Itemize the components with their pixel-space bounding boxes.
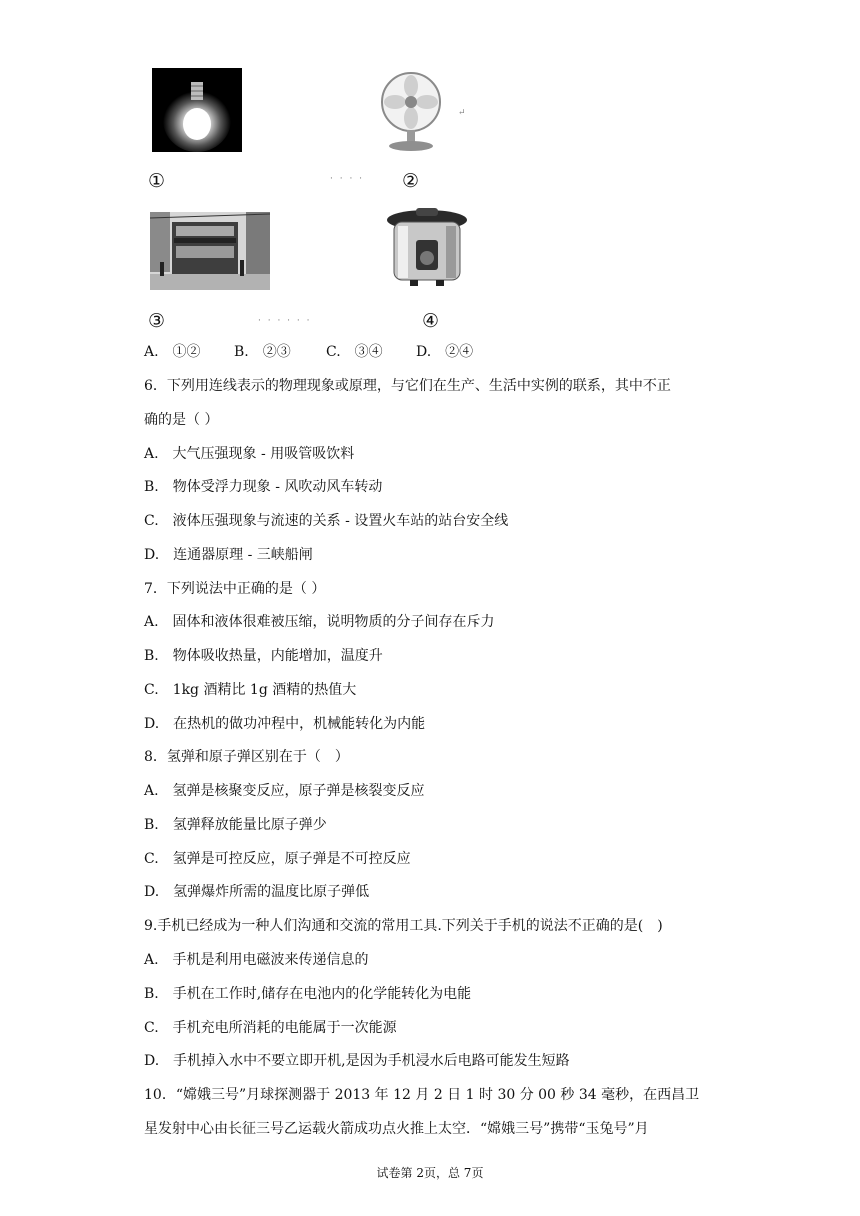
q7-option-a[interactable]: A. 固体和液体很难被压缩，说明物质的分子间存在斥力	[144, 614, 495, 630]
q7-option-d[interactable]: D. 在热机的做功冲程中，机械能转化为内能	[144, 716, 426, 732]
q10-line1: 10．“嫦娥三号”月球探测器于 2013 年 12 月 2 日 1 时 30 分 00 秒 34 毫秒，在西昌卫	[144, 1087, 700, 1103]
q8-option-d[interactable]: D. 氢弹爆炸所需的温度比原子弹低	[144, 884, 370, 900]
q5-option-b[interactable]: B. ②③	[234, 344, 291, 360]
figure-label-3: ③	[148, 310, 166, 332]
q9-stem: 9.手机已经成为一种人们沟通和交流的常用工具.下列关于手机的说法不正确的是( )	[144, 918, 663, 934]
page-footer: 试卷第 2页，总 7页	[376, 1166, 484, 1180]
tram-icon	[150, 212, 270, 290]
q6-option-d[interactable]: D. 连通器原理 - 三峡船闸	[144, 547, 313, 563]
paragraph-mark: ↵	[458, 108, 466, 118]
q5-option-c[interactable]: C. ③④	[326, 344, 383, 360]
q9-option-d[interactable]: D. 手机掉入水中不要立即开机,是因为手机浸水后电路可能发生短路	[144, 1053, 570, 1069]
electric-fan-icon	[378, 72, 444, 152]
q9-option-b[interactable]: B. 手机在工作时,储存在电池内的化学能转化为电能	[144, 986, 472, 1002]
q10-line2: 星发射中心由长征三号乙运载火箭成功点火推上太空．“嫦娥三号”携带“玉兔号”月	[144, 1121, 649, 1137]
figure-pressure-cooker	[384, 206, 470, 290]
q8-option-b[interactable]: B. 氢弹释放能量比原子弹少	[144, 817, 327, 833]
figure-label-1: ①	[148, 170, 166, 192]
q5-option-d[interactable]: D. ②④	[416, 344, 474, 360]
q8-option-a[interactable]: A. 氢弹是核聚变反应，原子弹是核裂变反应	[144, 783, 425, 799]
q5-option-a[interactable]: A. ①②	[144, 344, 201, 360]
q7-stem: 7．下列说法中正确的是（ ）	[144, 581, 326, 597]
q8-option-c[interactable]: C. 氢弹是可控反应，原子弹是不可控反应	[144, 851, 411, 867]
figure-label-2: ②	[402, 170, 420, 192]
q6-option-b[interactable]: B. 物体受浮力现象 - 风吹动风车转动	[144, 479, 383, 495]
q6-option-a[interactable]: A. 大气压强现象 - 用吸管吸饮料	[144, 446, 355, 462]
q9-option-a[interactable]: A. 手机是利用电磁波来传递信息的	[144, 952, 369, 968]
light-bulb-icon	[152, 68, 242, 152]
figure-electric-fan	[378, 72, 444, 152]
figure-light-bulb	[152, 68, 242, 152]
q7-option-c[interactable]: C. 1kg 酒精比 1g 酒精的热值大	[144, 682, 357, 698]
dotted-separator: · · · · · ·	[258, 316, 312, 326]
q8-stem: 8．氢弹和原子弹区别在于（ ）	[144, 749, 349, 765]
figure-label-4: ④	[422, 310, 440, 332]
pressure-cooker-icon	[384, 206, 470, 290]
q6-stem-line1: 6．下列用连线表示的物理现象或原理，与它们在生产、生活中实例的联系，其中不正	[144, 378, 671, 394]
q7-option-b[interactable]: B. 物体吸收热量，内能增加，温度升	[144, 648, 383, 664]
dotted-separator: · · · ·	[330, 174, 365, 184]
q9-option-c[interactable]: C. 手机充电所消耗的电能属于一次能源	[144, 1020, 397, 1036]
figure-tram	[150, 212, 270, 290]
q6-option-c[interactable]: C. 液体压强现象与流速的关系 - 设置火车站的站台安全线	[144, 513, 509, 529]
q6-stem-line2: 确的是（ ）	[144, 412, 219, 428]
